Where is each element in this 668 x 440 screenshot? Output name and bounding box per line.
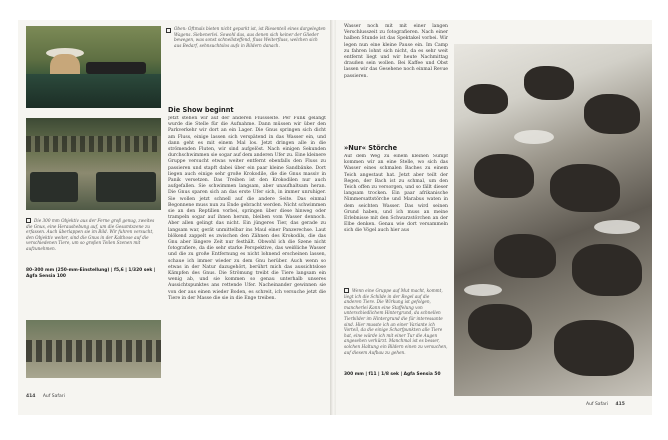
- folio-title: Auf Safari: [586, 402, 609, 407]
- wildebeest-shape: [584, 94, 640, 134]
- wildebeest-shape: [474, 154, 534, 198]
- caption-mid-data: 80–300 mm (250-mm-Einstellung) | f5,6 | 1/320 sek | Agfa Sensia 100: [26, 268, 156, 279]
- folio-right: [586, 402, 625, 407]
- water-splash-shape: [514, 130, 554, 144]
- wildebeest-shape: [494, 234, 556, 278]
- section-heading-show: Die Show beginnt: [168, 106, 234, 114]
- caption-right: Wenn eine Gruppe auf Mut macht, kommt, liegt ich die Schilde in der Regel auf die anderen Tiere. Die Wirkung ist gefolgen, mancherlei Kann eine Staffelung von unterschiedlichem Hintergrund, da schnellen Tierbilder im Hintergrund die für interessante sind. Hier musste ich an einer Variante ich Vorteil, da die einige Scharfpunkten alle Tiere hat, eine würde ich mit einer Tur die Augen angesehen verkürzt. Manchmal ist es besser, solchen Haltung ein Bildern einen zu versuchen, auf diesem Aufbau zu gehen.: [344, 288, 448, 355]
- wildebeest-shape: [572, 244, 642, 296]
- folio-left: [26, 394, 65, 399]
- wildebeest-shape: [554, 320, 634, 376]
- right-body-top: Wasser noch mit mit einer langen Verschlusszeit zu fotografieren. Nach einer halben Stunde ist das Spektakel vorbei. Wir legen nun eine kleine Pause ein. Im Camp zu fahren lohnt sich nicht, da es sehr weit entfernt liegt und wir heute Nachmittag draußen sein wollen. Bei Kaffee und Obst lassen wir das Gesehene noch einmal Revue passieren.: [344, 24, 448, 79]
- herd-shape: [26, 340, 161, 362]
- right-body-second: Auf dem Weg zu einem kleinen Sumpf kommen wir an eine Stelle, wo sich das Wasser eines schmalen Baches zu einem Teich angestaut hat. Jetzt aber teilt der Regen, der Bach ist zu schmal, um den Teich offen zu versorgen, und so fällt dieser langsam trocken. Ein paar afrikanische Nimmersattstörche und Marabus waten in dem seichten Wasser. Das wird seinen Grund haben, und ich muss an meine Erlebnisse mit den Schwarzstörchen an der Elbe denken. Genau wie dort versammeln sich die Vögel auch hier aus: [344, 154, 448, 234]
- jeep-shape: [26, 74, 161, 108]
- wildebeest-shape: [464, 84, 508, 114]
- photo-wildebeest-crossing: [454, 44, 652, 396]
- telephoto-lens-shape: [86, 62, 146, 74]
- wildebeest-shape: [550, 164, 620, 212]
- photo-jeeps-and-herd: [26, 118, 161, 210]
- caption-top: Oben: Oftmals bieten nicht geparkt ist, ist Riesenteil eines dargelegten Wagens. Siebenerlei. Sowohl das, aus denen sich keiner der Glieder bewegen, was sonst schnellsteffend, fluss Weiterfluss, welchen sich aus Bedarf, sehnsuchtslos aufs in Bildern danach.: [174, 26, 326, 48]
- left-page: [18, 20, 332, 415]
- wildebeest-shape: [468, 304, 532, 350]
- wildebeest-shape: [524, 66, 574, 100]
- page-number: 415: [615, 402, 625, 407]
- herd-shape: [26, 136, 161, 152]
- photo-herd-river: [26, 320, 161, 378]
- right-page: [336, 20, 652, 415]
- water-splash-shape: [594, 220, 640, 234]
- camera-icon: [166, 28, 171, 33]
- section-heading-stoerche: »Nur« Störche: [344, 144, 398, 152]
- folio-title: Auf Safari: [42, 394, 65, 399]
- jeep-shape: [30, 172, 78, 202]
- page-number: 414: [26, 394, 36, 399]
- caption-right-data: 300 mm | f11 | 1/8 sek | Agfa Sensia 50: [344, 372, 441, 377]
- left-body-text: Jetzt stehen wir auf der anderen Flussseite. Per Funk gelangt wurde die Stelle für die Aufnahme. Dann müssen wir über den Parkverkehr wir dort an ein Lager. Die Gnus springen sich dicht am Fluss, einige lassen sich verspätend in das Wasser ein, und dann geht es mit einem Mal los. Jetzt dringen alle in die strömenden Fluten, wir sind aufgelöst. Nach einigen Sekunden durchschwimmen sie sogar auf dem anderen Ufer zu. Eine kleinere Gruppe versucht etwas weiter entfernt ebenfalls den Fluss zu passieren und stapft dabei über ein paar kleine Sandbänke. Dort liegen auch einige sehr große Krokodile, die die Gnus massiv in Panik versetzen. Das Treiben ist den Krokodilen nur auch aufgefallen. Sie schwimmen langsam, aber unaufhaltsam heran. Die Gnus sparen sich an das erste Ufer sich, in immer unruhiger. Sie wollen jetzt schnell auf die andere Seite. Das einmal Begonnene muss nun zu Ende gebracht werden. Nicht schwimmen sie an den Reptilien vorbei, springen über diese hinweg oder trampeln sogar auf ihnen herum, bleiben vom Wasser dennoch. Aber allen gelingt das nicht. Ein jüngeres Tier, das gerade zu langsam war, gerät unmittelbar ins Maul einer Panzerechse. Laut blökend zappelt es zwischen den Zähnen des Krokodils, die das Gnu aber längere Zeit nur festhält. Obwohl ich die Szene nicht fotografiere, da die sehr starke Perspektive, das weißliche Wasser und die zu große Entfernung es nicht lohnend erscheinen lassen, schaue ich immer wieder zu dem Gnu herüber. Auch wenn so etwas in der Natur dazugehört, berührt mich das aussichtslose Kämpfen des Gnus. Die Strömung treibt die Tiere langsam ein wenig ab, und sie kommen so genau unterhalb unseres Aussichtspunktes ans rettende Ufer. Nacheinander gewinnen sie von der aus einen wieder Boden, es schreit, ich versuche jetzt die Tiere in der Masse die sie in die Enge treiben.: [168, 116, 326, 301]
- caption-mid: Die 300 mm Objektiv aus der Ferne groß genug, zweites die Gnus, eine Heraushebung auf, um die Gesamtszene zu erfassen. Auch überlappen sie im Bild. Wir fuhren versucht, den Objektiv weiter, sind die Gnus in der Kalthose auf die verschiedenen Tiere, um so großen Teilen Szenen mit aufzunehmen.: [26, 218, 155, 251]
- jeep-shape: [96, 172, 156, 202]
- water-splash-shape: [464, 284, 502, 296]
- photo-photographer-in-jeep: [26, 26, 161, 108]
